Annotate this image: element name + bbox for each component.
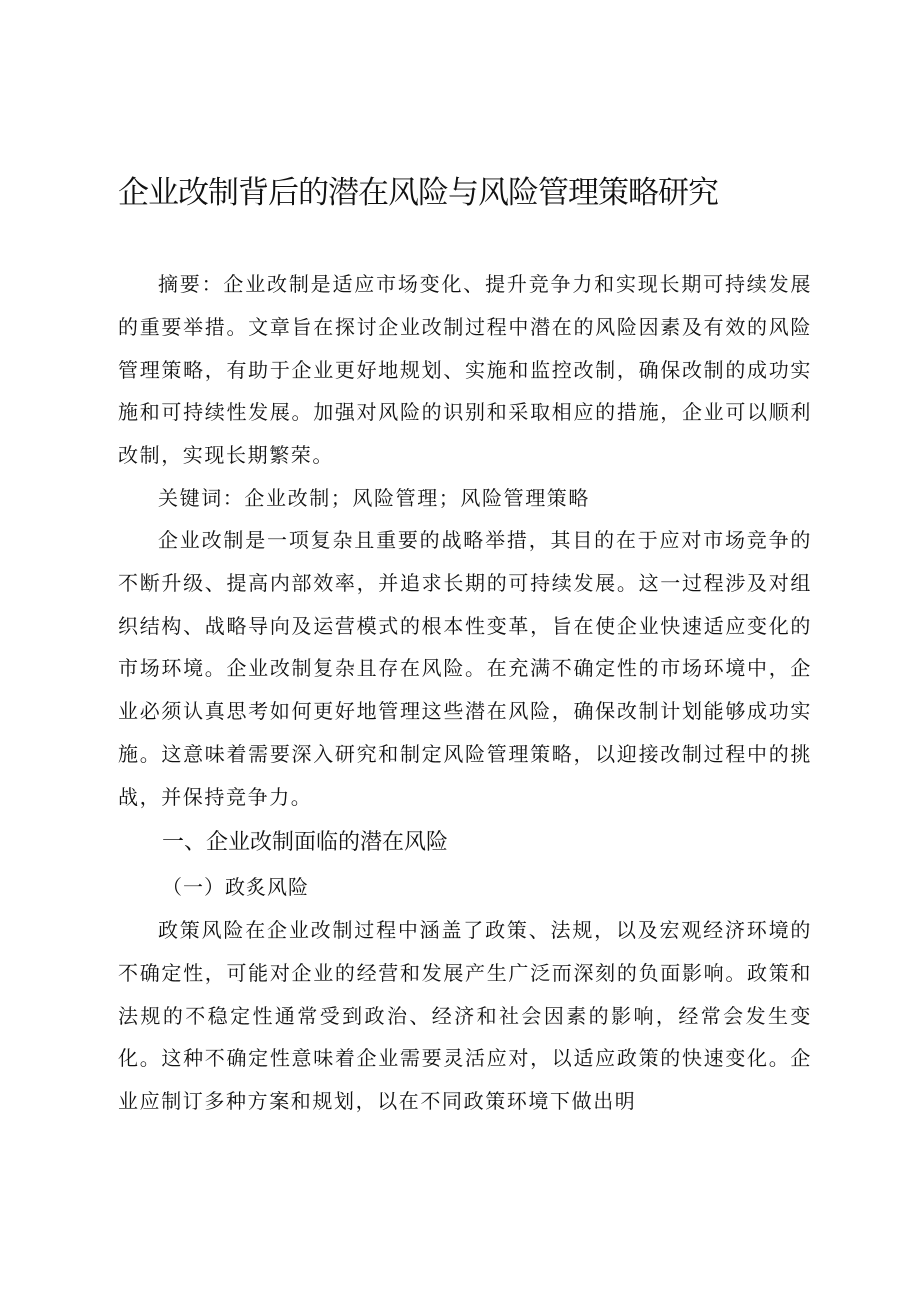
section-heading: 一、企业改制面临的潜在风险 <box>162 830 449 855</box>
document-title: 企业改制背后的潜在风险与风险管理策略研究 <box>118 175 718 211</box>
subsection-heading: （一）政炙风险 <box>162 875 309 899</box>
section-paragraph: 政策风险在企业改制过程中涵盖了政策、法规，以及宏观经济环境的不确定性，可能对企业的经营和发展产生广泛而深刻的负面影响。政策和法规的不稳定性通常受到政治、经济和社会因素的影响，经常会发生变化。这种不确定性意味着企业需要灵活应对，以适应政策的快速变化。企业应制订多种方案和规划，以在不同政策环境下做出明 <box>118 918 812 1114</box>
intro-paragraph: 企业改制是一项复杂且重要的战略举措，其目的在于应对市场竞争的不断升级、提高内部效率，并追求长期的可持续发展。这一过程涉及对组织结构、战略导向及运营模式的根本性变革，旨在使企业快速适应变化的市场环境。企业改制复杂且存在风险。在充满不确定性的市场环境中，企业必须认真思考如何更好地管理这些潜在风险，确保改制计划能够成功实施。这意味着需要深入研究和制定风险管理策略，以迎接改制过程中的挑战，并保持竞争力。 <box>118 528 812 809</box>
keywords-line: 关键词：企业改制；风险管理；风险管理策略 <box>158 486 590 510</box>
abstract-paragraph: 摘要：企业改制是适应市场变化、提升竞争力和实现长期可持续发展的重要举措。文章旨在探讨企业改制过程中潜在的风险因素及有效的风险管理策略，有助于企业更好地规划、实施和监控改制，确保改制的成功实施和可持续性发展。加强对风险的识别和采取相应的措施，企业可以顺利改制，实现长期繁荣。 <box>118 272 812 468</box>
